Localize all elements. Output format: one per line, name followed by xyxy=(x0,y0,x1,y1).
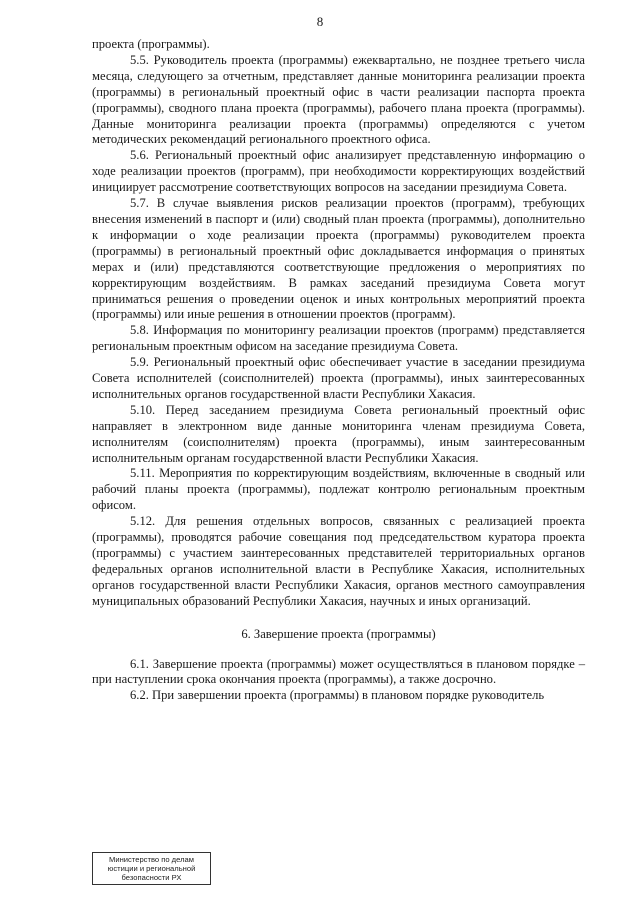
stamp-line-1: Министерство по делам xyxy=(109,855,194,864)
section-heading: 6. Завершение проекта (программы) xyxy=(241,626,436,641)
ministry-stamp xyxy=(92,852,211,885)
paragraph-continuation: проекта (программы). xyxy=(92,37,210,51)
paragraph-5-8: 5.8. Информация по мониторингу реализации проектов (программ) представляется региональным проектным офисом на заседание президиума Совета. xyxy=(92,323,585,354)
stamp-line-2: юстиции и региональной xyxy=(107,864,196,873)
page-number: 8 xyxy=(316,14,324,29)
paragraph-6-2: 6.2. При завершении проекта (программы) в плановом порядке руководитель xyxy=(130,688,545,703)
paragraph-5-11: 5.11. Мероприятия по корректирующим воздействиям, включенные в сводный или рабочий планы проекта (программы), подлежат контролю региональным проектным офисом. xyxy=(92,466,585,513)
stamp-line-3: безопасности РХ xyxy=(121,873,182,882)
paragraph-6-1: 6.1. Завершение проекта (программы) может осуществляться в плановом порядке – при наступлении срока окончания проекта (программы), а также досрочно. xyxy=(92,656,585,687)
document-body xyxy=(92,37,585,704)
paragraph-5-5: 5.5. Руководитель проекта (программы) ежеквартально, не позднее третьего числа месяца, следующего за отчетным, представляет данные мониторинга реализации проекта (программы) в региональный проектный офис в части реализации паспорта проекта (программы), сводного плана проекта (программы), рабочего плана проекта (программы). Данные мониторинга реализации проекта (программы) определяются с учетом методических рекомендаций регионального проектного офиса. xyxy=(92,52,585,147)
paragraph-5-6: 5.6. Региональный проектный офис анализирует представленную информацию о ходе реализации проектов (программ), при необходимости корректирующих воздействий инициирует рассмотрение соответствующих вопросов на заседании президиума Совета. xyxy=(92,148,585,195)
paragraph-5-9: 5.9. Региональный проектный офис обеспечивает участие в заседании президиума Совета исполнителей (соисполнителей) проекта (программы), иных заинтересованных исполнительных органов государственной власти Республики Хакасия. xyxy=(92,355,585,401)
paragraph-5-10: 5.10. Перед заседанием президиума Совета региональный проектный офис направляет в электронном виде данные мониторинга членам президиума Совета, исполнителям (соисполнителям) проекта (программы), иным заинтересованным исполнительным органам государственной власти Республики Хакасия. xyxy=(92,402,585,465)
paragraph-5-12: 5.12. Для решения отдельных вопросов, связанных с реализацией проекта (программы), проводятся рабочие совещания под председательством куратора проекта (программы) с участием заинтересованных представителей территориальных органов федеральных органов исполнительной власти в Республике Хакасия, исполнительных органов государственной власти Республики Хакасия, органов местного самоуправления муниципальных образований Республики Хакасия, научных и иных организаций. xyxy=(92,514,585,608)
paragraph-5-7: 5.7. В случае выявления рисков реализации проектов (программ), требующих внесения изменений в паспорт и (или) сводный план проекта (программы), дополнительно к информации о ходе реализации проекта (программы) руководителем проекта (программы) в региональный проектный офис докладывается информация о принятых мерах и (или) представляются соответствующие предложения о мероприятиях по корректирующим воздействиям. В рамках заседаний президиума Совета могут приниматься решения о проведении оценок и иных контрольных мероприятий проекта (программы) или иные решения в отношении проектов (программ). xyxy=(92,196,585,322)
